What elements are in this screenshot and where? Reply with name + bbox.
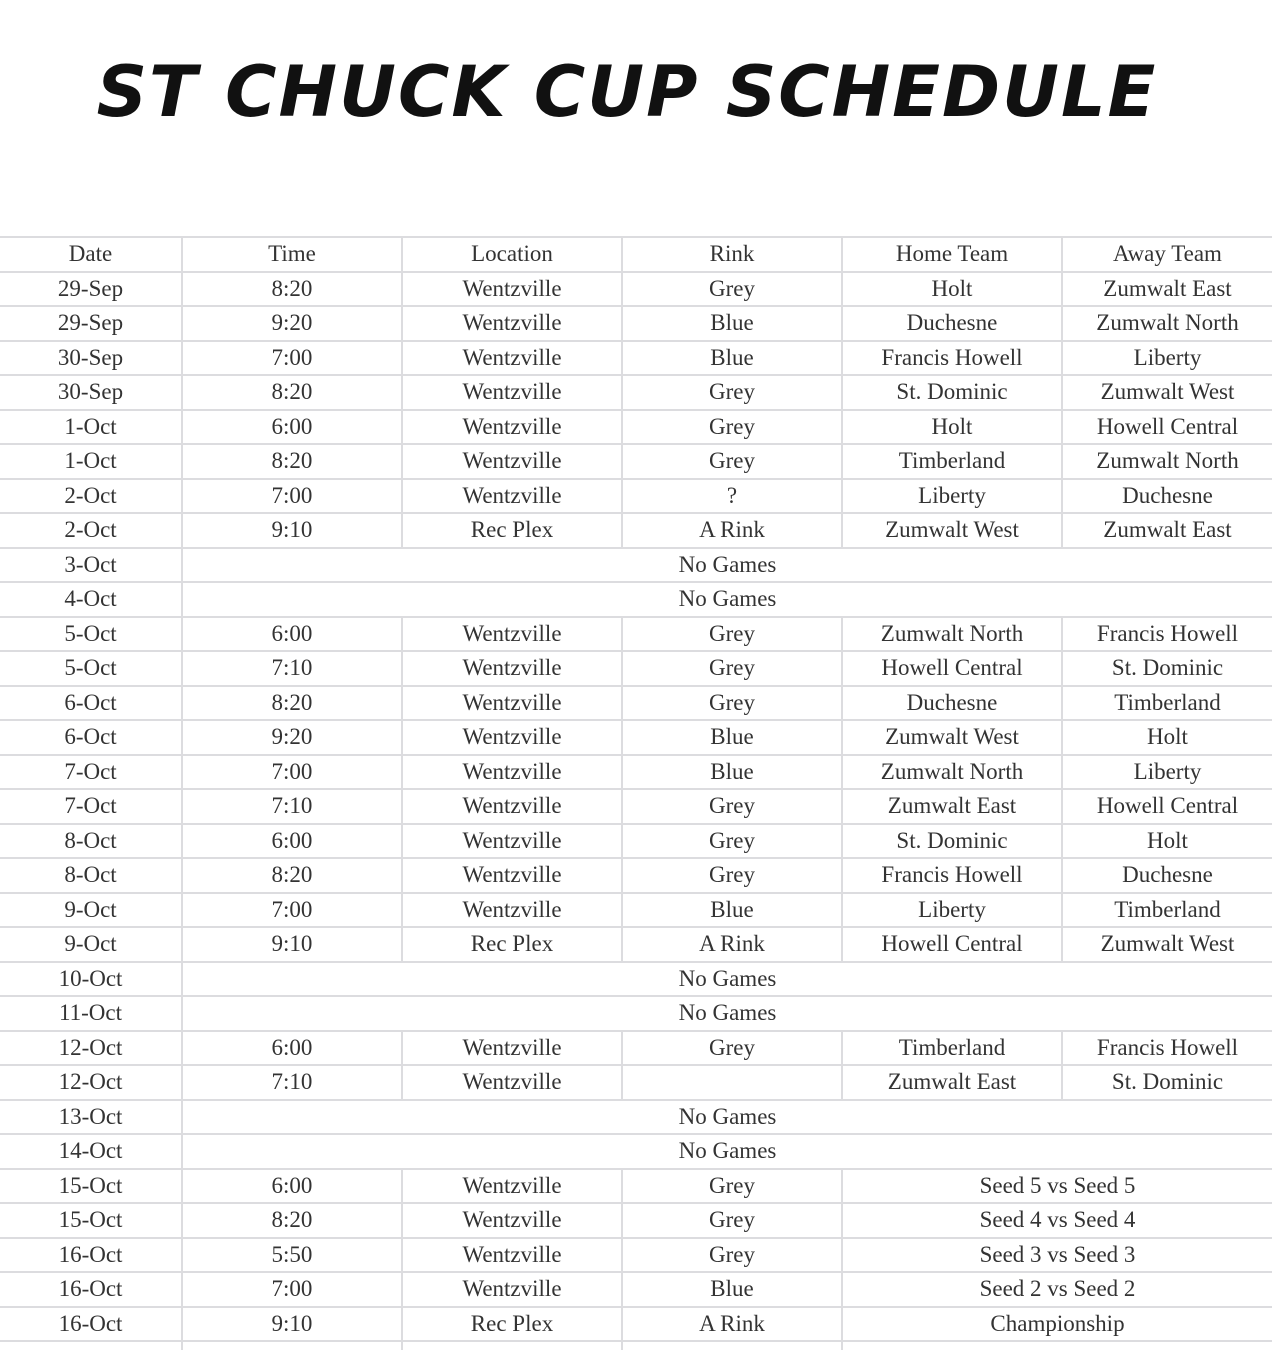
date-cell: 1-Oct	[0, 444, 182, 479]
rink-cell: Grey	[622, 1031, 842, 1066]
date-cell: 14-Oct	[0, 1134, 182, 1169]
header-home-team: Home Team	[842, 237, 1062, 272]
time-cell: 7:00	[182, 479, 402, 514]
date-cell: 15-Oct	[0, 1169, 182, 1204]
header-time: Time	[182, 237, 402, 272]
table-row	[0, 893, 1272, 928]
schedule-table	[0, 236, 1272, 1342]
away-team-cell: Holt	[1062, 824, 1272, 859]
matchup-cell: Seed 5 vs Seed 5	[842, 1169, 1272, 1204]
location-cell: Wentzville	[402, 410, 622, 445]
time-cell: 8:20	[182, 1203, 402, 1238]
time-cell: 8:20	[182, 444, 402, 479]
time-cell: 7:10	[182, 789, 402, 824]
header-rink: Rink	[622, 237, 842, 272]
table-row	[0, 1169, 1272, 1204]
date-cell: 16-Oct	[0, 1238, 182, 1273]
table-row	[0, 789, 1272, 824]
rink-cell: Grey	[622, 272, 842, 307]
rink-cell: Blue	[622, 893, 842, 928]
table-row	[0, 1100, 1272, 1135]
time-cell: 8:20	[182, 375, 402, 410]
time-cell: 6:00	[182, 1031, 402, 1066]
time-cell: 9:20	[182, 306, 402, 341]
table-row	[0, 720, 1272, 755]
time-cell: 8:20	[182, 686, 402, 721]
no-games-cell: No Games	[182, 1134, 1272, 1169]
rink-cell: Grey	[622, 789, 842, 824]
date-cell: 16-Oct	[0, 1307, 182, 1342]
location-cell: Wentzville	[402, 651, 622, 686]
time-cell: 7:00	[182, 755, 402, 790]
rink-cell: Grey	[622, 824, 842, 859]
time-cell: 7:10	[182, 1065, 402, 1100]
table-row	[0, 479, 1272, 514]
rink-cell: Grey	[622, 858, 842, 893]
home-team-cell: Timberland	[842, 1031, 1062, 1066]
header-row	[0, 237, 1272, 272]
home-team-cell: Francis Howell	[842, 858, 1062, 893]
no-games-cell: No Games	[182, 996, 1272, 1031]
location-cell: Wentzville	[402, 1031, 622, 1066]
rink-cell: Grey	[622, 1203, 842, 1238]
home-team-cell: Duchesne	[842, 306, 1062, 341]
table-row	[0, 824, 1272, 859]
table-row	[0, 962, 1272, 997]
date-cell: 12-Oct	[0, 1065, 182, 1100]
home-team-cell: Howell Central	[842, 927, 1062, 962]
location-cell: Wentzville	[402, 1272, 622, 1307]
rink-cell	[622, 1065, 842, 1100]
no-games-cell: No Games	[182, 582, 1272, 617]
table-row	[0, 444, 1272, 479]
away-team-cell: Francis Howell	[1062, 1031, 1272, 1066]
date-cell: 9-Oct	[0, 927, 182, 962]
table-row	[0, 927, 1272, 962]
location-cell: Wentzville	[402, 686, 622, 721]
date-cell: 5-Oct	[0, 651, 182, 686]
rink-cell: Grey	[622, 1238, 842, 1273]
column-divider	[841, 1340, 843, 1350]
location-cell: Wentzville	[402, 272, 622, 307]
away-team-cell: Zumwalt North	[1062, 306, 1272, 341]
home-team-cell: St. Dominic	[842, 824, 1062, 859]
away-team-cell: Duchesne	[1062, 479, 1272, 514]
rink-cell: Blue	[622, 1272, 842, 1307]
page-title: ST CHUCK CUP SCHEDULE	[96, 51, 1158, 133]
table-row	[0, 996, 1272, 1031]
home-team-cell: Liberty	[842, 893, 1062, 928]
away-team-cell: Zumwalt West	[1062, 375, 1272, 410]
header-location: Location	[402, 237, 622, 272]
time-cell: 9:20	[182, 720, 402, 755]
date-cell: 3-Oct	[0, 548, 182, 583]
column-divider	[401, 1340, 403, 1350]
home-team-cell: Liberty	[842, 479, 1062, 514]
away-team-cell: Liberty	[1062, 755, 1272, 790]
header-date: Date	[0, 237, 182, 272]
time-cell: 8:20	[182, 272, 402, 307]
away-team-cell: Liberty	[1062, 341, 1272, 376]
table-row	[0, 1307, 1272, 1342]
table-row	[0, 513, 1272, 548]
table-row	[0, 1031, 1272, 1066]
date-cell: 5-Oct	[0, 617, 182, 652]
matchup-cell: Seed 2 vs Seed 2	[842, 1272, 1272, 1307]
date-cell: 9-Oct	[0, 893, 182, 928]
rink-cell: Blue	[622, 306, 842, 341]
away-team-cell: St. Dominic	[1062, 651, 1272, 686]
location-cell: Wentzville	[402, 755, 622, 790]
date-cell: 1-Oct	[0, 410, 182, 445]
away-team-cell: Howell Central	[1062, 789, 1272, 824]
home-team-cell: Zumwalt North	[842, 617, 1062, 652]
home-team-cell: St. Dominic	[842, 375, 1062, 410]
home-team-cell: Holt	[842, 410, 1062, 445]
date-cell: 7-Oct	[0, 789, 182, 824]
date-cell: 30-Sep	[0, 341, 182, 376]
time-cell: 7:00	[182, 893, 402, 928]
home-team-cell: Howell Central	[842, 651, 1062, 686]
rink-cell: Grey	[622, 444, 842, 479]
time-cell: 8:20	[182, 858, 402, 893]
schedule-body	[0, 272, 1272, 1342]
time-cell: 7:00	[182, 1272, 402, 1307]
date-cell: 11-Oct	[0, 996, 182, 1031]
rink-cell: Grey	[622, 651, 842, 686]
location-cell: Rec Plex	[402, 927, 622, 962]
table-row	[0, 617, 1272, 652]
rink-cell: A Rink	[622, 513, 842, 548]
time-cell: 9:10	[182, 1307, 402, 1342]
no-games-cell: No Games	[182, 548, 1272, 583]
date-cell: 29-Sep	[0, 272, 182, 307]
time-cell: 7:00	[182, 341, 402, 376]
home-team-cell: Zumwalt North	[842, 755, 1062, 790]
rink-cell: Grey	[622, 617, 842, 652]
time-cell: 9:10	[182, 927, 402, 962]
table-row	[0, 582, 1272, 617]
date-cell: 6-Oct	[0, 720, 182, 755]
date-cell: 6-Oct	[0, 686, 182, 721]
date-cell: 2-Oct	[0, 513, 182, 548]
rink-cell: A Rink	[622, 927, 842, 962]
away-team-cell: Duchesne	[1062, 858, 1272, 893]
location-cell: Wentzville	[402, 1238, 622, 1273]
date-cell: 15-Oct	[0, 1203, 182, 1238]
home-team-cell: Duchesne	[842, 686, 1062, 721]
date-cell: 13-Oct	[0, 1100, 182, 1135]
matchup-cell: Seed 4 vs Seed 4	[842, 1203, 1272, 1238]
location-cell: Wentzville	[402, 824, 622, 859]
location-cell: Wentzville	[402, 617, 622, 652]
away-team-cell: St. Dominic	[1062, 1065, 1272, 1100]
date-cell: 10-Oct	[0, 962, 182, 997]
away-team-cell: Timberland	[1062, 686, 1272, 721]
date-cell: 12-Oct	[0, 1031, 182, 1066]
matchup-cell: Seed 3 vs Seed 3	[842, 1238, 1272, 1273]
time-cell: 6:00	[182, 1169, 402, 1204]
rink-cell: Blue	[622, 755, 842, 790]
table-row	[0, 375, 1272, 410]
away-team-cell: Timberland	[1062, 893, 1272, 928]
table-row	[0, 1272, 1272, 1307]
away-team-cell: Zumwalt East	[1062, 272, 1272, 307]
location-cell: Wentzville	[402, 789, 622, 824]
table-row	[0, 1203, 1272, 1238]
home-team-cell: Zumwalt West	[842, 513, 1062, 548]
table-row	[0, 858, 1272, 893]
home-team-cell: Francis Howell	[842, 341, 1062, 376]
rink-cell: Grey	[622, 410, 842, 445]
away-team-cell: Zumwalt West	[1062, 927, 1272, 962]
table-row	[0, 686, 1272, 721]
table-row	[0, 1238, 1272, 1273]
time-cell: 9:10	[182, 513, 402, 548]
date-cell: 8-Oct	[0, 858, 182, 893]
rink-cell: Blue	[622, 341, 842, 376]
column-divider	[621, 1340, 623, 1350]
rink-cell: Grey	[622, 686, 842, 721]
date-cell: 2-Oct	[0, 479, 182, 514]
table-row	[0, 755, 1272, 790]
table-row	[0, 1065, 1272, 1100]
location-cell: Wentzville	[402, 893, 622, 928]
time-cell: 5:50	[182, 1238, 402, 1273]
home-team-cell: Timberland	[842, 444, 1062, 479]
date-cell: 29-Sep	[0, 306, 182, 341]
time-cell: 7:10	[182, 651, 402, 686]
table-row	[0, 1134, 1272, 1169]
no-games-cell: No Games	[182, 962, 1272, 997]
location-cell: Rec Plex	[402, 513, 622, 548]
home-team-cell: Zumwalt East	[842, 789, 1062, 824]
location-cell: Wentzville	[402, 375, 622, 410]
away-team-cell: Zumwalt East	[1062, 513, 1272, 548]
date-cell: 8-Oct	[0, 824, 182, 859]
location-cell: Wentzville	[402, 1169, 622, 1204]
rink-cell: Blue	[622, 720, 842, 755]
location-cell: Wentzville	[402, 720, 622, 755]
rink-cell: Grey	[622, 1169, 842, 1204]
location-cell: Wentzville	[402, 479, 622, 514]
home-team-cell: Zumwalt West	[842, 720, 1062, 755]
away-team-cell: Zumwalt North	[1062, 444, 1272, 479]
location-cell: Wentzville	[402, 341, 622, 376]
location-cell: Wentzville	[402, 1203, 622, 1238]
date-cell: 16-Oct	[0, 1272, 182, 1307]
location-cell: Wentzville	[402, 306, 622, 341]
time-cell: 6:00	[182, 410, 402, 445]
no-games-cell: No Games	[182, 1100, 1272, 1135]
table-row	[0, 651, 1272, 686]
rink-cell: A Rink	[622, 1307, 842, 1342]
rink-cell: Grey	[622, 375, 842, 410]
location-cell: Wentzville	[402, 444, 622, 479]
away-team-cell: Francis Howell	[1062, 617, 1272, 652]
location-cell: Wentzville	[402, 858, 622, 893]
time-cell: 6:00	[182, 617, 402, 652]
date-cell: 4-Oct	[0, 582, 182, 617]
table-row	[0, 272, 1272, 307]
away-team-cell: Holt	[1062, 720, 1272, 755]
matchup-cell: Championship	[842, 1307, 1272, 1342]
table-row	[0, 306, 1272, 341]
header-away-team: Away Team	[1062, 237, 1272, 272]
location-cell: Wentzville	[402, 1065, 622, 1100]
table-row	[0, 341, 1272, 376]
date-cell: 30-Sep	[0, 375, 182, 410]
table-row	[0, 548, 1272, 583]
table-row	[0, 410, 1272, 445]
rink-cell: ?	[622, 479, 842, 514]
date-cell: 7-Oct	[0, 755, 182, 790]
location-cell: Rec Plex	[402, 1307, 622, 1342]
home-team-cell: Holt	[842, 272, 1062, 307]
column-divider	[181, 1340, 183, 1350]
away-team-cell: Howell Central	[1062, 410, 1272, 445]
time-cell: 6:00	[182, 824, 402, 859]
home-team-cell: Zumwalt East	[842, 1065, 1062, 1100]
